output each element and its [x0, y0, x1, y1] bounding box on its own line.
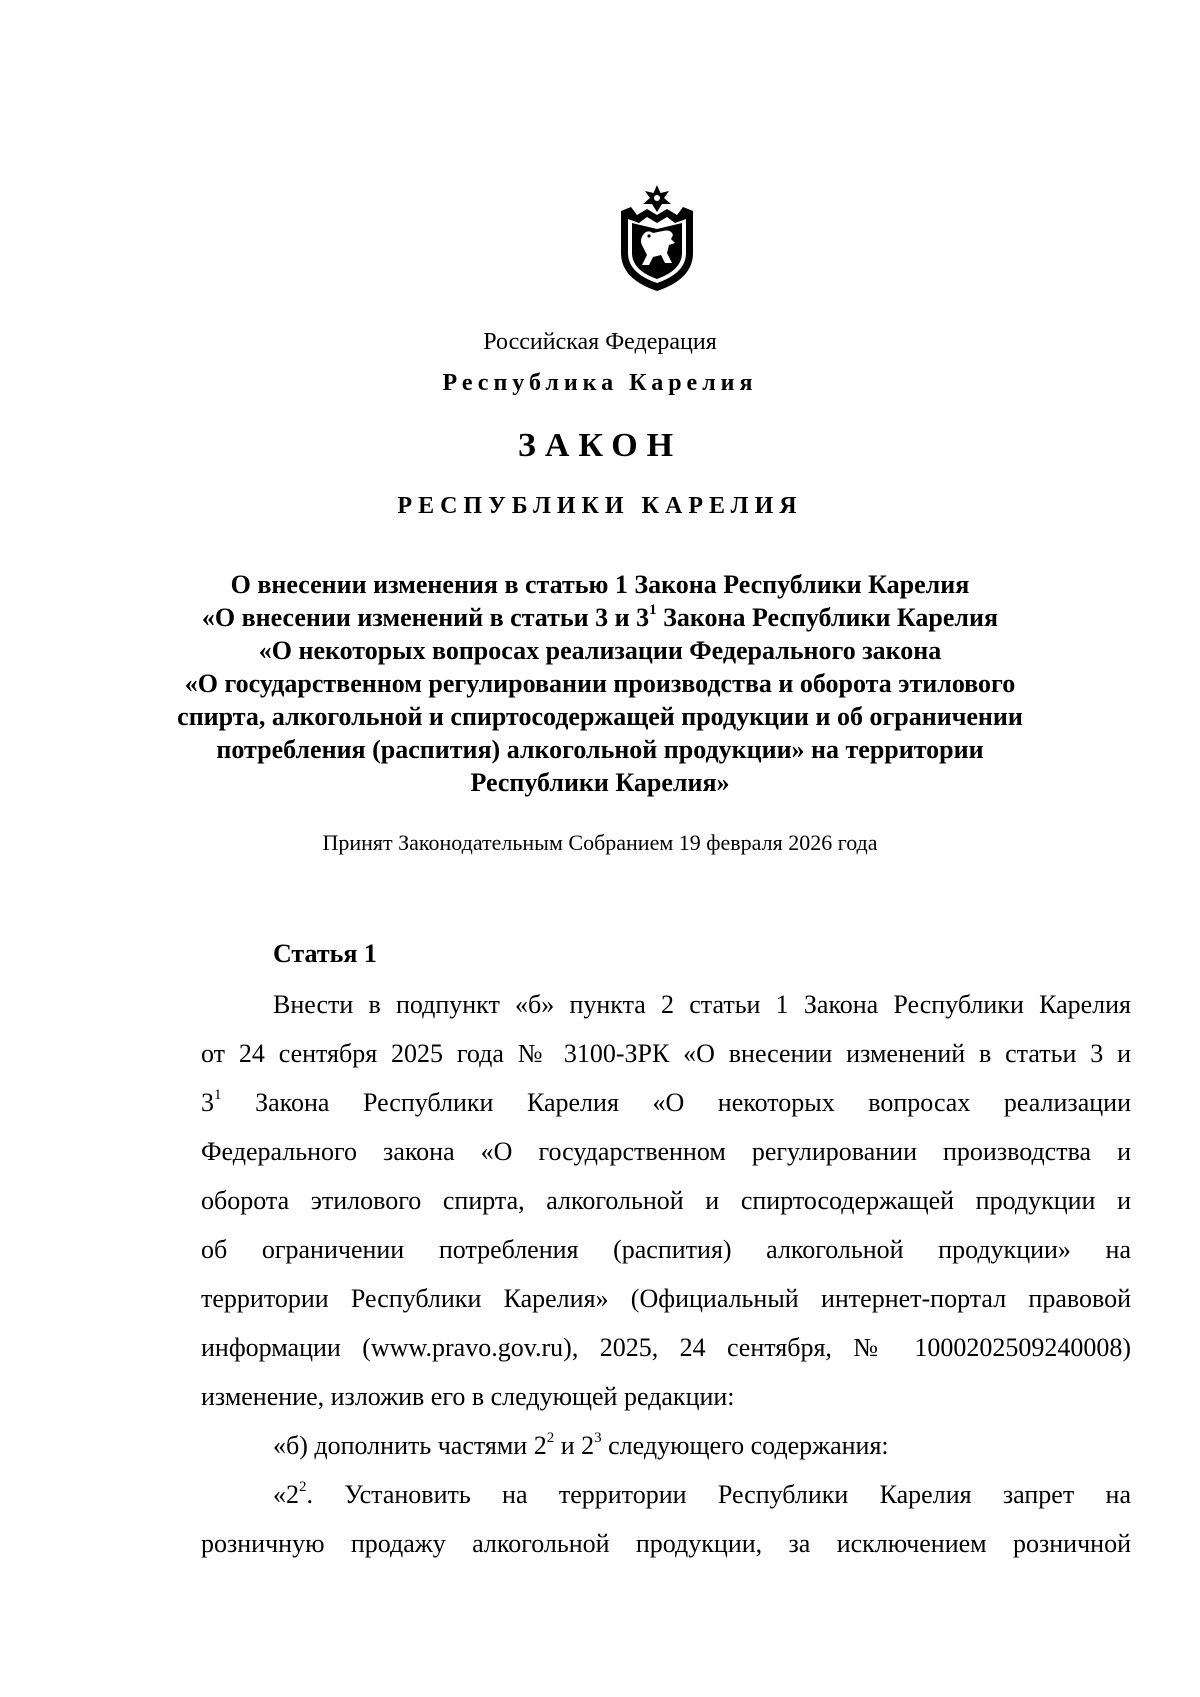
title-line: Республики Карелия»	[470, 768, 730, 797]
title-line: спирта, алкогольной и спиртосодержащей продукции и об ограничении	[177, 702, 1023, 731]
title-line: «О некоторых вопросах реализации Федерального закона	[258, 636, 942, 665]
paragraph-line: от 24 сентября 2025 года № 3100-ЗРК «О внесении изменений в статьи 3 и	[201, 1039, 1131, 1068]
paragraph-line: территории Республики Карелия» (Официальный интернет-портал правовой	[201, 1284, 1131, 1313]
title-line: потребления (распития) алкогольной продукции» на территории	[216, 735, 984, 764]
paragraph-line: оборота этилового спирта, алкогольной и спиртосодержащей продукции и	[201, 1186, 1131, 1215]
coat-of-arms-emblem	[617, 183, 697, 293]
adoption-note: Принят Законодательным Собранием 19 февраля 2026 года	[322, 830, 878, 855]
document-type-subtitle: РЕСПУБЛИКИ КАРЕЛИЯ	[397, 493, 803, 519]
paragraph-line: Федерального закона «О государственном регулировании производства и	[201, 1137, 1131, 1166]
paragraph-line: об ограничении потребления (распития) алкогольной продукции» на	[201, 1235, 1131, 1264]
title-line: О внесении изменения в статью 1 Закона Республики Карелия	[230, 570, 970, 599]
country-name: Российская Федерация	[483, 329, 717, 355]
paragraph-line: «б) дополнить частями $2^2$ и $2^3$ следующего содержания:	[273, 1430, 889, 1460]
paragraph-line: информации (www.pravo.gov.ru), 2025, 24 сентября, № 1000202509240008)	[201, 1333, 1131, 1362]
document-type: ЗАКОН	[517, 427, 683, 464]
paragraph-line: «$2^2$. Установить на территории Республики Карелия запрет на	[273, 1479, 1131, 1509]
paragraph-line: изменение, изложив его в следующей редакции:	[201, 1382, 735, 1411]
title-line: «О внесении изменений в статьи 3 и $3^1$ Закона Республики Карелия	[201, 602, 999, 632]
paragraph-line: $3^1$ Закона Республики Карелия «О некоторых вопросах реализации	[201, 1087, 1131, 1117]
paragraph-line: розничную продажу алкогольной продукции, за исключением розничной	[201, 1529, 1131, 1558]
article-heading: Статья 1	[273, 939, 377, 968]
article-body	[201, 980, 1131, 1568]
republic-name: Республика Карелия	[442, 370, 758, 396]
title-line: «О государственном регулировании производства и оборота этилового	[184, 669, 1016, 698]
paragraph-line: Внести в подпункт «б» пункта 2 статьи 1 Закона Республики Карелия	[273, 990, 1131, 1019]
law-title	[150, 568, 1050, 799]
